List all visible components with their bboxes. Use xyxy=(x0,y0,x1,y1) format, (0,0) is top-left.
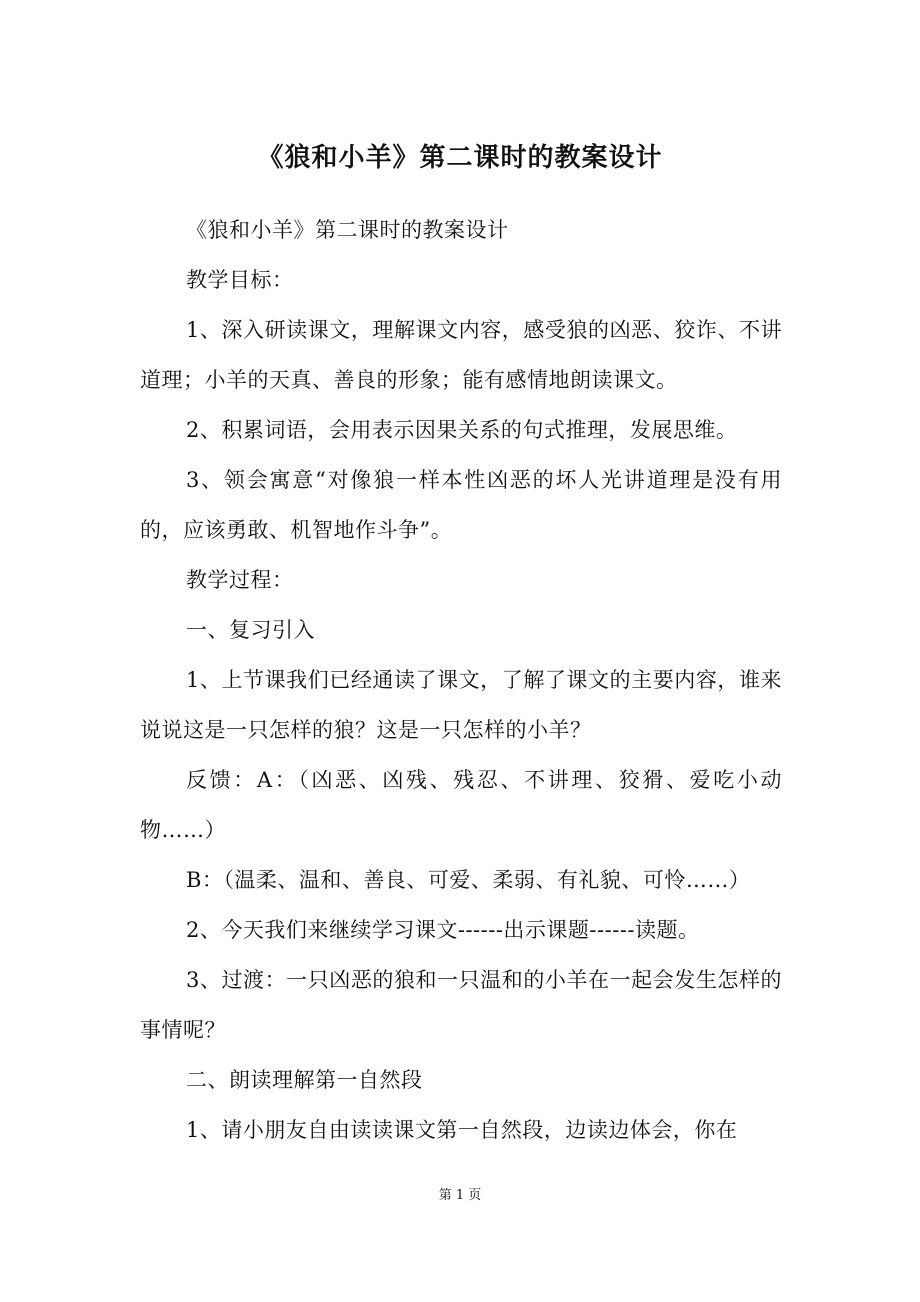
paragraph-objective-1: 1、深入研读课文，理解课文内容，感受狼的凶恶、狡诈、不讲道理；小羊的天真、善良的形象；能有感情地朗读课文。 xyxy=(140,318,782,392)
paragraph-feedback-a: 反馈：A：（凶恶、凶残、残忍、不讲理、狡猾、爱吃小动物……） xyxy=(140,768,782,842)
page-number: 第 1 页 xyxy=(438,1188,482,1203)
document-body xyxy=(140,205,782,1155)
paragraph-objectives-heading: 教学目标： xyxy=(186,268,294,292)
paragraph-review-question: 1、上节课我们已经通读了课文，了解了课文的主要内容，谁来说说这是一只怎样的狼？这是一只怎样的小羊？ xyxy=(140,668,782,742)
document-title: 《狼和小羊》第二课时的教案设计 xyxy=(257,143,663,173)
paragraph-read-first-section: 1、请小朋友自由读读课文第一自然段，边读边体会，你在 xyxy=(186,1118,738,1142)
paragraph-continue-lesson: 2、今天我们来继续学习课文------出示课题------读题。 xyxy=(186,918,700,942)
paragraph-section-1-heading: 一、复习引入 xyxy=(186,618,315,642)
paragraph-section-2-heading: 二、朗读理解第一自然段 xyxy=(186,1068,423,1092)
paragraph-feedback-b: B：（温柔、温和、善良、可爱、柔弱、有礼貌、可怜……） xyxy=(186,868,751,892)
paragraph-objective-2: 2、积累词语，会用表示因果关系的句式推理，发展思维。 xyxy=(186,418,738,442)
paragraph-process-heading: 教学过程： xyxy=(186,568,294,592)
paragraph-transition: 3、过渡：一只凶恶的狼和一只温和的小羊在一起会发生怎样的事情呢？ xyxy=(140,968,782,1042)
paragraph-objective-3: 3、领会寓意“对像狼一样本性凶恶的坏人光讲道理是没有用的，应该勇敢、机智地作斗争”。 xyxy=(140,468,782,542)
paragraph-subtitle: 《狼和小羊》第二课时的教案设计 xyxy=(186,218,509,242)
